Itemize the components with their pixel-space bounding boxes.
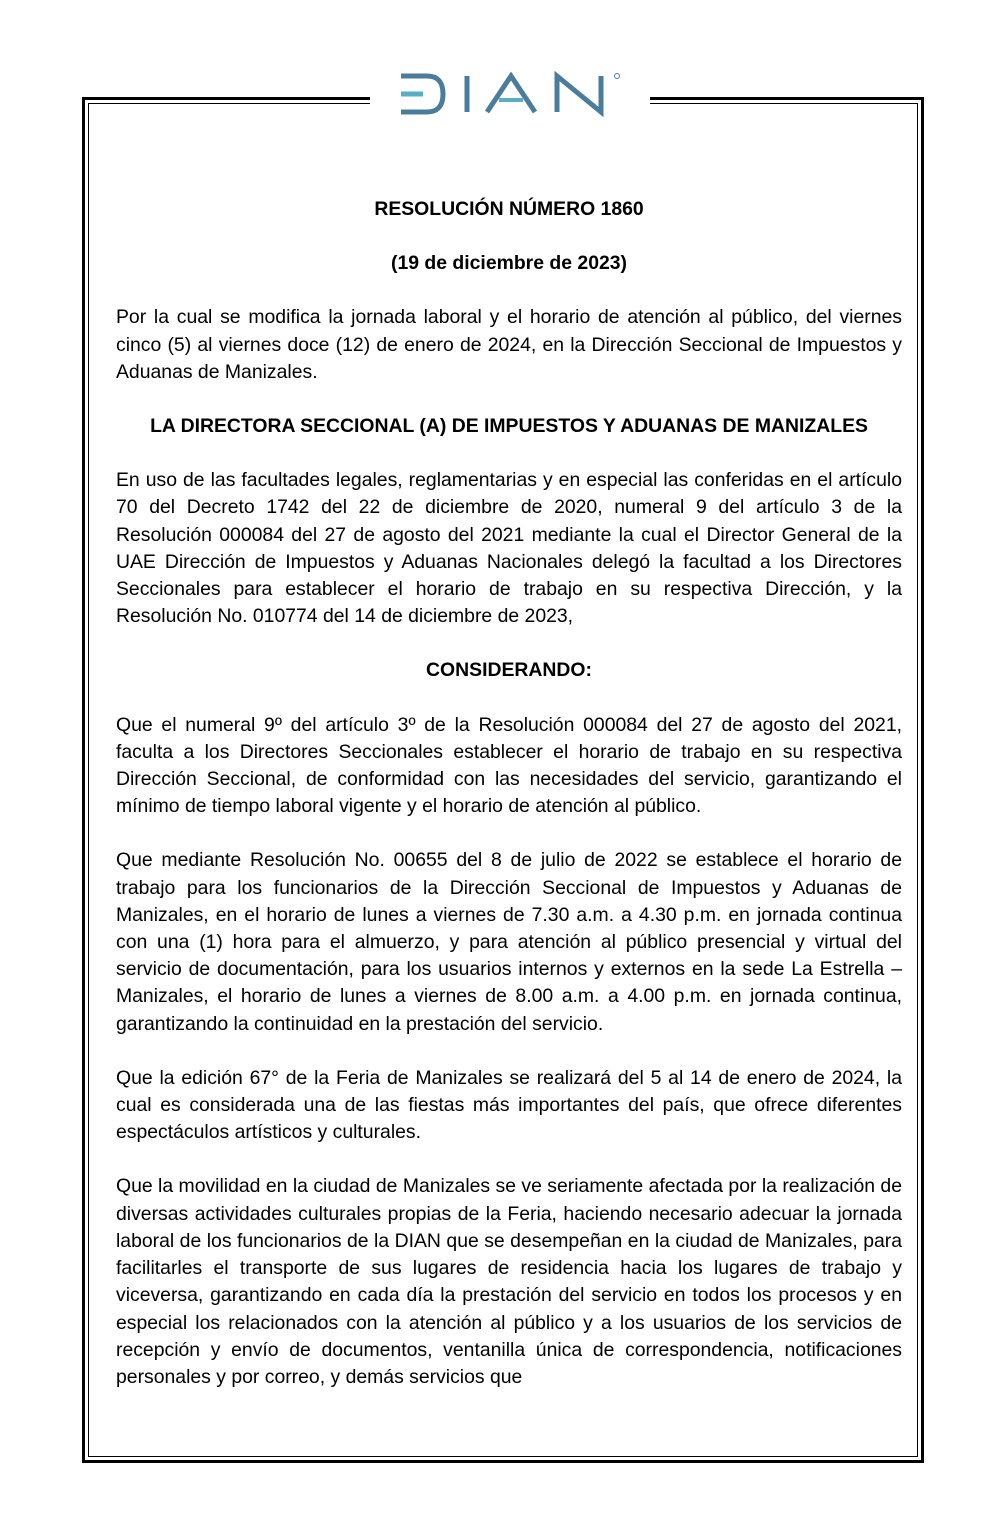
considerando-heading: CONSIDERANDO: [426,659,592,682]
resolution-date: (19 de diciembre de 2023) [390,252,628,275]
considerando-paragraph: Que la edición 67° de la Feria de Manizales se realizará del 5 al 14 de enero de 2024, la cual es considerada una de las fiestas más importantes del país, que ofrece diferentes espectáculos artísticos y culturales. [116,1066,902,1144]
dian-logo [395,70,625,118]
resolution-summary: Por la cual se modifica la jornada laboral y el horario de atención al público, del viernes cinco (5) al viernes doce (12) de enero de 2024, en la Dirección Seccional de Impuestos y Aduanas de Manizales. [116,306,902,383]
logo-text: DIAN [395,70,398,71]
considerando-paragraph: Que mediante Resolución No. 00655 del 8 de julio de 2022 se establece el horario de trabajo para los funcionarios de la Dirección Seccional de Impuestos y Aduanas de Manizales, en el horario de lunes a viernes de 7.30 a.m. a 4.30 p.m. en jornada continua con una (1) hora para el almuerzo, y para atención al público presencial y virtual del servicio de documentación, para los usuarios internos y externos en la sede La Estrella – Manizales, el horario de lunes a viernes de 8.00 a.m. a 4.00 p.m. en jornada continua, garantizando la continuidad en la prestación del servicio. [116,849,902,1035]
resolution-title: RESOLUCIÓN NÚMERO 1860 [374,198,644,220]
issuing-authority: LA DIRECTORA SECCIONAL (A) DE IMPUESTOS Y ADUANAS DE MANIZALES [150,415,868,438]
considerando-paragraph: Que la movilidad en la ciudad de Manizales se ve seriamente afectada por la realización de diversas actividades culturales propias de la Feria, haciendo necesario adecuar la jornada laboral de los funcionarios de la DIAN que se desempeñan en la ciudad de Manizales, para facilitarles el transporte de sus lugares de residencia hacia los lugares de trabajo y viceversa, garantizando en cada día la prestación del servicio en todos los procesos y en especial los relacionados con la atención al público y a los usuarios de los servicios de recepción y envío de documentos, ventanilla única de correspondencia, notificaciones personales y por correo, y demás servicios que [116,1175,902,1388]
considerando-paragraph: Que el numeral 9º del artículo 3º de la Resolución 000084 del 27 de agosto del 2021, faculta a los Directores Seccionales establecer el horario de trabajo en su respectiva Dirección Seccional, de conformidad con las necesidades del servicio, garantizando el mínimo de tiempo laboral vigente y el horario de atención al público. [116,713,902,818]
preamble-paragraph: En uso de las facultades legales, reglamentarias y en especial las conferidas en el artículo 70 del Decreto 1742 del 22 de diciembre de 2020, numeral 9 del artículo 3 de la Resolución 000084 del 27 de agosto del 2021 mediante la cual el Director General de la UAE Dirección de Impuestos y Aduanas Nacionales delegó la facultad a los Directores Seccionales para establecer el horario de trabajo en su respectiva Dirección, y la Resolución No. 010774 del 14 de diciembre de 2023, [116,469,902,628]
document-body [116,196,902,1391]
